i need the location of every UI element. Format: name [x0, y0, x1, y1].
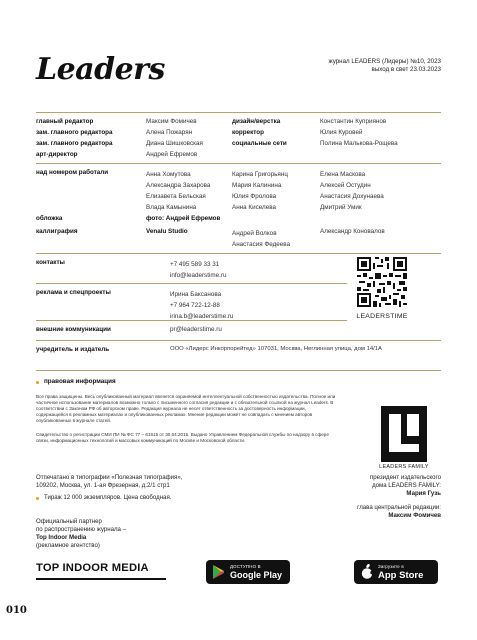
- accent-bullet: [36, 381, 39, 384]
- president-line: президент издательского: [369, 474, 441, 481]
- google-play-small: ДОСТУПНО В: [230, 564, 261, 569]
- team-member: Алексей Остудин: [320, 182, 371, 189]
- founder-label: учредитель и издатель: [36, 346, 110, 353]
- divider: [36, 163, 441, 164]
- cover-credit: фото: Андрей Ефремов: [146, 215, 221, 222]
- contacts-values: [170, 259, 226, 281]
- partner-name: Top Indoor Media: [36, 534, 87, 541]
- divider: [36, 320, 347, 321]
- staff-name: Максим Фомичев: [146, 118, 197, 125]
- partner-line: Официальный партнер: [36, 518, 102, 525]
- contacts-phone[interactable]: +7 495 589 33 31: [170, 261, 220, 268]
- partner-line: (рекламное агентство): [36, 542, 100, 549]
- print-info: [36, 474, 182, 490]
- team-member: Анна Киселева: [232, 204, 276, 211]
- app-store-big: App Store: [378, 570, 424, 581]
- print-line: Отпечатано в типографии «Полезная типография»,: [36, 474, 183, 481]
- calligrapher: Александр Коновалов: [320, 228, 385, 235]
- team-member: Карина Григорьянц: [232, 171, 288, 178]
- google-play-big: Google Play: [230, 570, 283, 580]
- calligraphy-label: каллиграфия: [36, 228, 78, 235]
- staff-role: главный редактор: [36, 118, 94, 125]
- staff-name: Юлия Куровей: [320, 129, 363, 136]
- issue-date: выход в свет 23.03.2023: [371, 66, 441, 73]
- google-play-badge[interactable]: [206, 560, 290, 584]
- page-number: 010: [6, 605, 27, 616]
- staff-role: корректор: [232, 129, 264, 136]
- partner-logo: TOP INDOOR MEDIA: [36, 562, 149, 574]
- leaders-family-logo: [381, 406, 427, 462]
- family-caption: LEADERS FAMILY: [379, 464, 429, 470]
- legal-paragraph: Все права защищены. Весь опубликованный материал является охраняемой интеллектуальной собственностью издательства. Полное или частичное использование материалов возможно только с письменного согласия редакции и с обязательной ссылкой на журнал Leaders. В соответствии с Законом РФ об авторском праве. Редакция журнала не несет ответственность за достоверность информации, содержащейся в рекламных материалах и опубликованных рекламах. Мнение редакции может не совпадать с мнением авторов опубликованных в журнале статей.: [36, 394, 336, 423]
- staff-name: Константин Куприянов: [320, 118, 387, 125]
- staff-name: Андрей Ефремов: [146, 151, 198, 158]
- chief-line: глава центральной редакции:: [357, 504, 441, 511]
- cover-label: обложка: [36, 215, 63, 222]
- team-member: Мария Калинина: [232, 182, 282, 189]
- divider: [36, 340, 441, 341]
- staff-role: зам. главного редактора: [36, 140, 113, 147]
- staff-name: Алена Пожарян: [146, 129, 193, 136]
- staff-role: дизайн/верстка: [232, 118, 281, 125]
- apple-icon: [361, 564, 373, 579]
- ads-label: реклама и спецпроекты: [36, 289, 111, 296]
- qr-code[interactable]: [357, 257, 407, 307]
- team-member: Елена Маскова: [320, 171, 366, 178]
- team-column: [232, 169, 288, 213]
- team-member: Дмитрий Умик: [320, 204, 362, 211]
- external-label: внешние коммуникации: [36, 326, 111, 333]
- team-column: [146, 169, 210, 213]
- accent-bullet: [36, 497, 39, 500]
- founder-value: ООО «Лидерс Инкорпорейтед» 107031, Москва, Неглинная улица, дом 14/1А: [170, 346, 382, 352]
- calligrapher: Анастасия Федеева: [232, 241, 291, 248]
- calligraphy-studio: Venalu Studio: [146, 228, 188, 235]
- team-member: Елизавета Бельская: [146, 193, 206, 200]
- app-store-badge[interactable]: [354, 560, 438, 584]
- ads-phone[interactable]: +7 964 722-12-88: [170, 302, 220, 309]
- calligraphy-names: [232, 228, 290, 250]
- team-member: Александра Захарова: [146, 182, 211, 189]
- contacts-label: контакты: [36, 259, 65, 266]
- team-label: над номером работали: [36, 169, 109, 176]
- ads-values: [170, 289, 233, 322]
- team-member: Юлия Фролова: [232, 193, 277, 200]
- divider: [36, 370, 441, 371]
- google-play-icon: [212, 565, 225, 579]
- divider: [36, 283, 347, 284]
- staff-role: социальные сети: [232, 140, 287, 147]
- partner-logo-underline: [36, 578, 166, 580]
- issue-number: журнал LEADERS (Лидеры) №10, 2023: [328, 58, 441, 65]
- team-column: [320, 169, 384, 213]
- app-store-small: Загрузите в: [378, 564, 404, 569]
- chief-name: Максим Фомичев: [388, 512, 441, 519]
- divider: [36, 112, 441, 113]
- print-line: 109202, Москва, ул. 1-ая Фрезерная, д.2/1 стр1: [36, 482, 170, 489]
- team-member: Анастасия Дохунаева: [320, 193, 384, 200]
- legal-paragraph: Свидетельство о регистрации СМИ ПИ № ФС 77 – 61615 от 30.04.2015. Выдано Управлением Федеральной службы по надзору в сфере связи, информационных технологий и массовых коммуникаций по Москве и Московской области.: [36, 432, 329, 443]
- team-member: Анна Хомутова: [146, 171, 191, 178]
- ads-contact-name: Ирина Баксанова: [170, 291, 222, 298]
- contacts-email[interactable]: info@leaderstime.ru: [170, 272, 227, 279]
- president-line: дома LEADERS FAMILY:: [372, 482, 441, 489]
- staff-name: Полина Малькова-Рощева: [320, 140, 398, 147]
- partner-info: [36, 518, 126, 550]
- legal-title: правовая информация: [44, 378, 116, 385]
- chief-info: [357, 504, 441, 520]
- brand-logo: Leaders: [36, 52, 165, 87]
- staff-role: арт-директор: [36, 151, 78, 158]
- president-info: [370, 474, 441, 498]
- external-email[interactable]: pr@leaderstime.ru: [170, 326, 222, 333]
- partner-line: по распространению журнала –: [36, 526, 126, 533]
- divider: [36, 253, 441, 254]
- issue-info: [329, 58, 442, 74]
- staff-name: Диана Шишковская: [146, 140, 203, 147]
- president-name: Мария Гузь: [406, 490, 441, 497]
- ads-email[interactable]: irina.b@leaderstime.ru: [170, 313, 234, 320]
- qr-caption: LEADERSTIME: [356, 313, 408, 320]
- staff-role: зам. главного редактора: [36, 129, 113, 136]
- calligrapher: Андрей Волков: [232, 230, 277, 237]
- team-member: Влада Камынина: [146, 204, 197, 211]
- circulation: Тираж 12 000 экземпляров. Цена свободная.: [44, 494, 172, 501]
